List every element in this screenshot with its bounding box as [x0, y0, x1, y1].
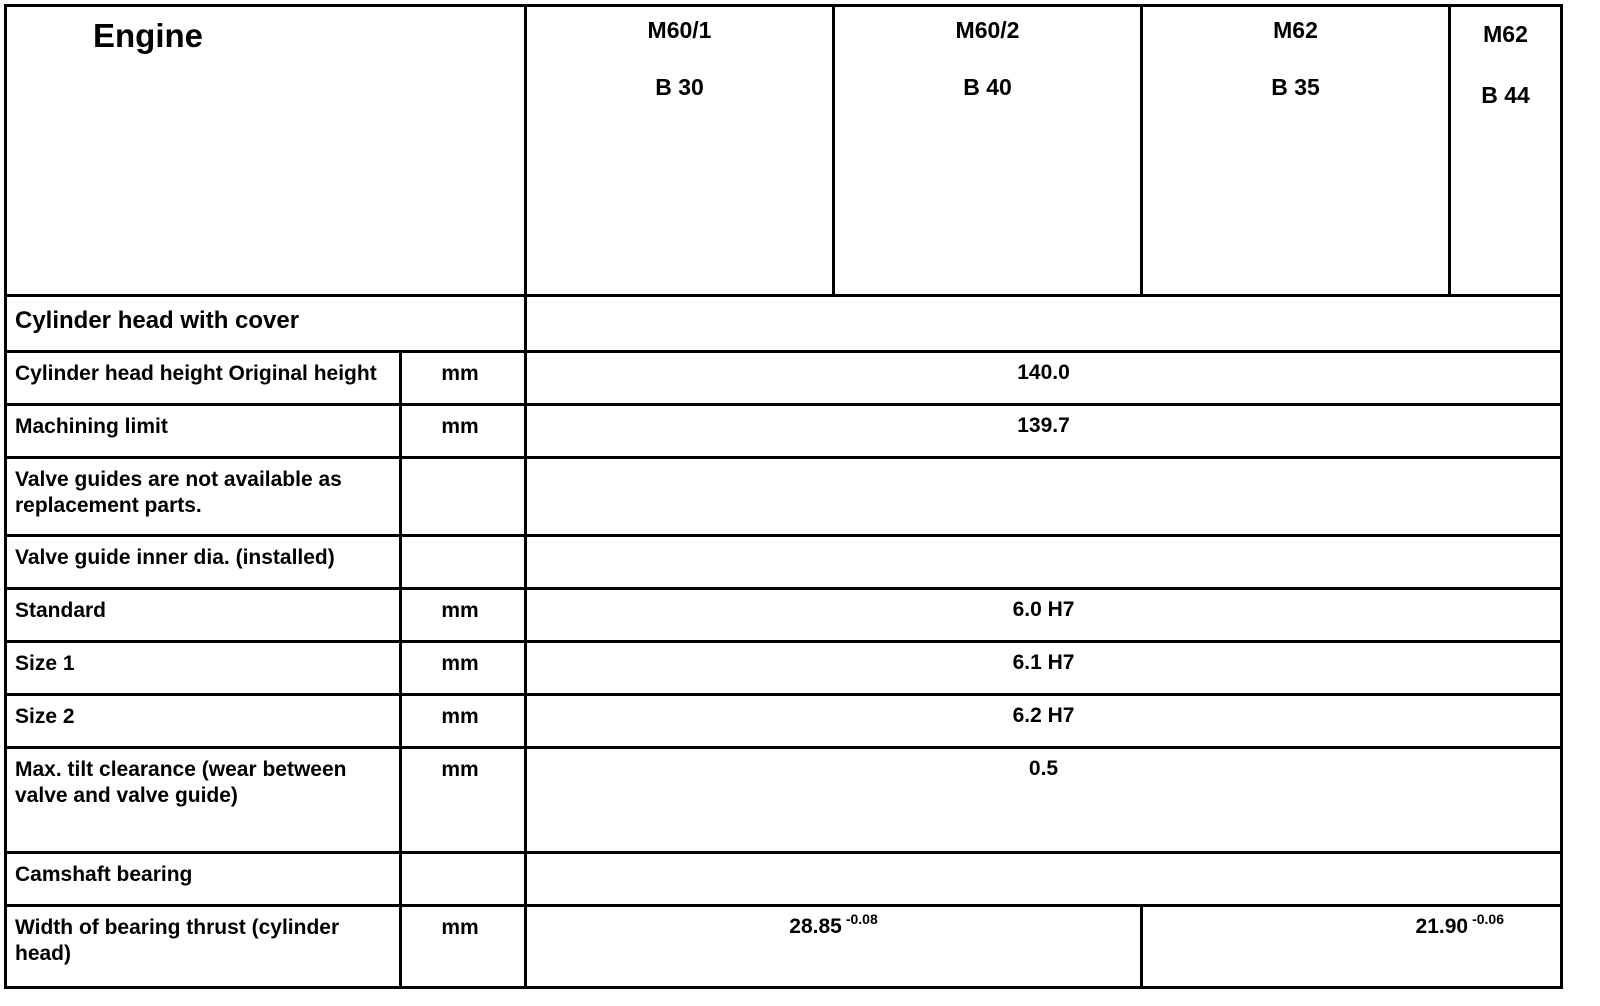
model-name: M62	[1273, 17, 1318, 43]
empty-cell	[526, 853, 1562, 906]
row-label: Valve guide inner dia. (installed)	[6, 536, 401, 589]
spec-row-valve-guide-inner-dia	[6, 536, 1562, 589]
row-label: Size 1	[6, 642, 401, 695]
row-unit	[401, 536, 526, 589]
model-header-m60-1	[526, 6, 834, 296]
row-value: 140.0	[526, 352, 1562, 405]
row-label: Cylinder head height Original height	[6, 352, 401, 405]
row-value: 6.0 H7	[526, 589, 1562, 642]
spec-row-size-2	[6, 695, 1562, 748]
thrust-value-m60	[526, 906, 1142, 988]
row-label: Machining limit	[6, 405, 401, 458]
row-value	[526, 458, 1562, 536]
thrust-tolerance: -0.08	[845, 911, 878, 927]
model-header-m62-b35	[1142, 6, 1450, 296]
model-header-m60-2	[834, 6, 1142, 296]
engine-title: Engine	[6, 6, 526, 296]
model-name: M60/2	[955, 17, 1020, 43]
spec-row-bearing-thrust-width	[6, 906, 1562, 988]
engine-spec-table	[4, 4, 1563, 989]
row-value: 0.5	[526, 748, 1562, 853]
row-value: 139.7	[526, 405, 1562, 458]
thrust-value-m62	[1142, 906, 1562, 988]
row-unit: mm	[401, 748, 526, 853]
spec-row-standard	[6, 589, 1562, 642]
section-row-camshaft-bearing	[6, 853, 1562, 906]
model-variant: B 30	[655, 74, 704, 100]
row-label: Width of bearing thrust (cylinder head)	[6, 906, 401, 988]
model-variant: B 35	[1271, 74, 1320, 100]
thrust-tolerance: -0.06	[1472, 911, 1505, 927]
spec-row-machining-limit	[6, 405, 1562, 458]
model-name: M60/1	[647, 17, 712, 43]
header-row	[6, 6, 1562, 296]
row-unit: mm	[401, 642, 526, 695]
row-unit: mm	[401, 352, 526, 405]
empty-cell	[401, 853, 526, 906]
row-value: 6.2 H7	[526, 695, 1562, 748]
row-unit: mm	[401, 695, 526, 748]
thrust-value: 21.90	[1415, 915, 1469, 938]
row-value	[526, 536, 1562, 589]
section-title: Camshaft bearing	[6, 853, 401, 906]
row-unit: mm	[401, 589, 526, 642]
row-label: Valve guides are not available as replacement parts.	[6, 458, 401, 536]
row-unit: mm	[401, 906, 526, 988]
row-value: 6.1 H7	[526, 642, 1562, 695]
model-header-m62-b44	[1450, 6, 1562, 296]
spec-row-valve-guides-note	[6, 458, 1562, 536]
model-name: M62	[1483, 21, 1528, 47]
spec-row-original-height	[6, 352, 1562, 405]
section-title: Cylinder head with cover	[6, 296, 526, 352]
row-unit	[401, 458, 526, 536]
spec-row-size-1	[6, 642, 1562, 695]
empty-cell	[526, 296, 1562, 352]
section-row-cylinder-head	[6, 296, 1562, 352]
row-label: Max. tilt clearance (wear between valve and valve guide)	[6, 748, 401, 853]
row-unit: mm	[401, 405, 526, 458]
model-variant: B 44	[1481, 82, 1530, 108]
row-label: Standard	[6, 589, 401, 642]
model-variant: B 40	[963, 74, 1012, 100]
thrust-value: 28.85	[789, 915, 842, 938]
spec-row-max-tilt-clearance	[6, 748, 1562, 853]
row-label: Size 2	[6, 695, 401, 748]
